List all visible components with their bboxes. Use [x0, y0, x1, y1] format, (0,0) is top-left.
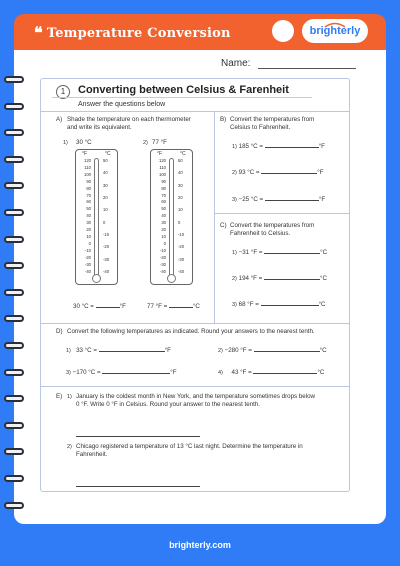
part-e-q1-text: 0 °F. Write 0 °F in Celsius. Round your answer to the nearest tenth.	[76, 401, 261, 408]
scale-tick-label: -40	[159, 268, 166, 274]
spiral-ring	[4, 448, 24, 455]
scale-tick-label: 10	[86, 233, 91, 239]
scale-tick-label: -10	[178, 231, 185, 237]
scale-tick-label: -10	[103, 231, 110, 237]
spiral-ring	[4, 315, 24, 322]
scale-tick-label: 0	[103, 219, 106, 225]
scale-tick-label: -30	[103, 256, 110, 262]
thermo-2-bulb	[167, 274, 176, 283]
answer-blank[interactable]	[261, 168, 317, 174]
answer-blank[interactable]	[96, 302, 120, 308]
scale-tick-label: 100	[159, 171, 166, 177]
answer-blank[interactable]	[99, 346, 165, 352]
answer-blank[interactable]	[169, 302, 193, 308]
part-d-instruction: Convert the following temperatures as indicated. Round your answers to the nearest tenth.	[67, 328, 315, 335]
worksheet-title: ❝ Temperature Conversion	[34, 23, 231, 42]
logo-arc-icon	[322, 20, 348, 28]
spiral-ring	[4, 369, 24, 376]
spiral-ring	[4, 342, 24, 349]
scale-tick-label: 30	[103, 182, 108, 188]
header-circle-decoration	[272, 20, 294, 42]
divider	[40, 111, 350, 112]
part-e-q1-number: 1)	[67, 394, 72, 400]
part-b-item: 3) −25 °C = °F	[232, 196, 326, 203]
part-e-q2-text: Chicago registered a temperature of 13 °C last night. Determine the temperature in	[76, 443, 303, 450]
scale-tick-label: -20	[178, 244, 185, 250]
scale-tick-label: 120	[84, 158, 91, 163]
scale-tick-label: 30	[161, 220, 166, 226]
answer-blank[interactable]	[261, 300, 319, 306]
part-b-item: 2) 93 °C = °F	[232, 169, 324, 176]
scale-tick-label: 40	[103, 170, 108, 176]
part-b-instruction: Celsius to Fahrenheit.	[230, 124, 291, 131]
thermo-2-number: 2)	[143, 140, 148, 146]
part-d-item: 4) 43 °F = °C	[218, 369, 325, 376]
scale-tick-label: 0	[163, 240, 166, 246]
spiral-ring	[4, 76, 24, 83]
spiral-ring	[4, 475, 24, 482]
answer-blank[interactable]	[253, 368, 317, 374]
scale-tick-label: -40	[178, 268, 185, 274]
spiral-ring	[4, 289, 24, 296]
part-a-instruction: and write its equivalent.	[67, 124, 132, 131]
scale-tick-label: -10	[159, 247, 166, 253]
scale-tick-label: -10	[84, 247, 91, 253]
scale-tick-label: 80	[86, 185, 91, 191]
answer-blank[interactable]	[264, 274, 320, 280]
thermo-2-reading: 77 °F	[152, 139, 167, 146]
answer-blank[interactable]	[264, 248, 320, 254]
divider	[40, 386, 350, 387]
thermo-2-f-unit: °F	[157, 151, 163, 157]
scale-tick-label: -20	[159, 254, 166, 260]
scale-tick-label: 10	[161, 233, 166, 239]
divider	[214, 111, 215, 323]
thermo-1-bulb	[92, 274, 101, 283]
name-field[interactable]	[258, 68, 356, 69]
scale-tick-label: 50	[103, 158, 108, 163]
scale-tick-label: 110	[84, 164, 91, 170]
divider	[40, 323, 350, 324]
section-number: 1	[56, 85, 70, 99]
answer-blank[interactable]	[254, 346, 320, 352]
spiral-ring	[4, 209, 24, 216]
answer-blank[interactable]	[265, 142, 319, 148]
part-e-q2-number: 2)	[67, 444, 72, 450]
spiral-ring	[4, 182, 24, 189]
thermo-1-c-unit: °C	[105, 151, 111, 157]
scale-tick-label: -20	[84, 254, 91, 260]
spiral-ring	[4, 395, 24, 402]
section-title: Converting between Celsius & Farenheit	[78, 84, 289, 96]
scale-tick-label: 20	[86, 227, 91, 233]
part-c-item: 1) −31 °F = °C	[232, 249, 328, 256]
thermo-1-number: 1)	[63, 140, 68, 146]
scale-tick-label: 10	[178, 207, 183, 213]
part-b-item: 1) 185 °C = °F	[232, 143, 325, 150]
scale-tick-label: 20	[178, 194, 183, 200]
part-b-label: B)	[220, 116, 227, 123]
name-label: Name:	[221, 58, 251, 69]
part-e-q1-text: January is the coldest month in New York, and the temperature sometimes drops below	[76, 393, 316, 400]
part-d-item: 1) 33 °C = °F	[66, 347, 171, 354]
footer-url[interactable]: brighterly.com	[169, 540, 231, 550]
part-c-item: 3) 68 °F = °C	[232, 301, 326, 308]
part-e-label: E)	[56, 393, 63, 400]
part-d-item: 2) −280 °F = °C	[218, 347, 327, 354]
thermo-2-c-unit: °C	[180, 151, 186, 157]
thermo-1-f-unit: °F	[82, 151, 88, 157]
thermo-2-tube[interactable]	[169, 158, 174, 276]
answer-blank[interactable]	[102, 368, 170, 374]
scale-tick-label: 10	[103, 207, 108, 213]
thermo-2-c-scale	[178, 158, 190, 275]
thermo-1-answer: 30 °C = °F	[73, 303, 126, 310]
part-d-item: 3) −170 °C = °F	[66, 369, 177, 376]
thermo-2-answer: 77 °F = °C	[147, 303, 200, 310]
part-c-label: C)	[220, 222, 227, 229]
part-e-q2-text: Fahrenheit.	[76, 451, 108, 458]
part-a-instruction: Shade the temperature on each thermometer	[67, 116, 191, 123]
scale-tick-label: 50	[161, 206, 166, 212]
scale-tick-label: -30	[84, 261, 91, 267]
scale-tick-label: 20	[103, 194, 108, 200]
title-underline	[52, 97, 312, 98]
spiral-ring	[4, 236, 24, 243]
thermo-2-f-scale	[154, 158, 166, 275]
scale-tick-label: 30	[178, 182, 183, 188]
part-e-q2-answer-line[interactable]	[76, 486, 200, 487]
part-c-item: 2) 194 °F = °C	[232, 275, 327, 282]
part-c-instruction: Convert the temperatures from	[230, 222, 315, 229]
part-b-instruction: Convert the temperatures from	[230, 116, 315, 123]
part-d-label: D)	[56, 328, 63, 335]
scale-tick-label: -40	[84, 268, 91, 274]
spiral-ring	[4, 262, 24, 269]
spiral-ring	[4, 156, 24, 163]
scale-tick-label: 0	[178, 219, 181, 225]
scale-tick-label: 90	[86, 178, 91, 184]
thermo-1-reading: 30 °C	[76, 139, 92, 146]
scale-tick-label: -20	[103, 244, 110, 250]
scale-tick-label: 40	[161, 213, 166, 219]
part-a-label: A)	[56, 116, 63, 123]
scale-tick-label: 20	[161, 227, 166, 233]
answer-blank[interactable]	[265, 195, 319, 201]
scale-tick-label: 100	[84, 171, 91, 177]
scale-tick-label: 30	[86, 220, 91, 226]
scale-tick-label: 60	[161, 199, 166, 205]
scale-tick-label: 60	[86, 199, 91, 205]
scale-tick-label: 40	[178, 170, 183, 176]
scale-tick-label: 50	[178, 158, 183, 163]
spiral-ring	[4, 129, 24, 136]
scale-tick-label: 80	[161, 185, 166, 191]
divider	[214, 213, 350, 214]
spiral-ring	[4, 422, 24, 429]
scale-tick-label: 110	[159, 164, 166, 170]
scale-tick-label: 0	[88, 240, 91, 246]
scale-tick-label: -40	[103, 268, 110, 274]
scale-tick-label: -30	[159, 261, 166, 267]
scale-tick-label: -30	[178, 256, 185, 262]
part-e-q1-answer-line[interactable]	[76, 436, 200, 437]
spiral-ring	[4, 502, 24, 509]
scale-tick-label: 70	[161, 192, 166, 198]
scale-tick-label: 120	[159, 158, 166, 163]
thermo-1-tube[interactable]	[94, 158, 99, 276]
scale-tick-label: 40	[86, 213, 91, 219]
scale-tick-label: 90	[161, 178, 166, 184]
scale-tick-label: 50	[86, 206, 91, 212]
scale-tick-label: 70	[86, 192, 91, 198]
thermo-1-f-scale	[79, 158, 91, 275]
spiral-ring	[4, 103, 24, 110]
brighterly-logo: brighterly	[302, 19, 368, 43]
quote-icon: ❝	[34, 23, 43, 42]
section-subtitle: Answer the questions below	[78, 101, 166, 108]
thermo-1-c-scale	[103, 158, 115, 275]
part-c-instruction: Fahrenheit to Celsius.	[230, 230, 291, 237]
